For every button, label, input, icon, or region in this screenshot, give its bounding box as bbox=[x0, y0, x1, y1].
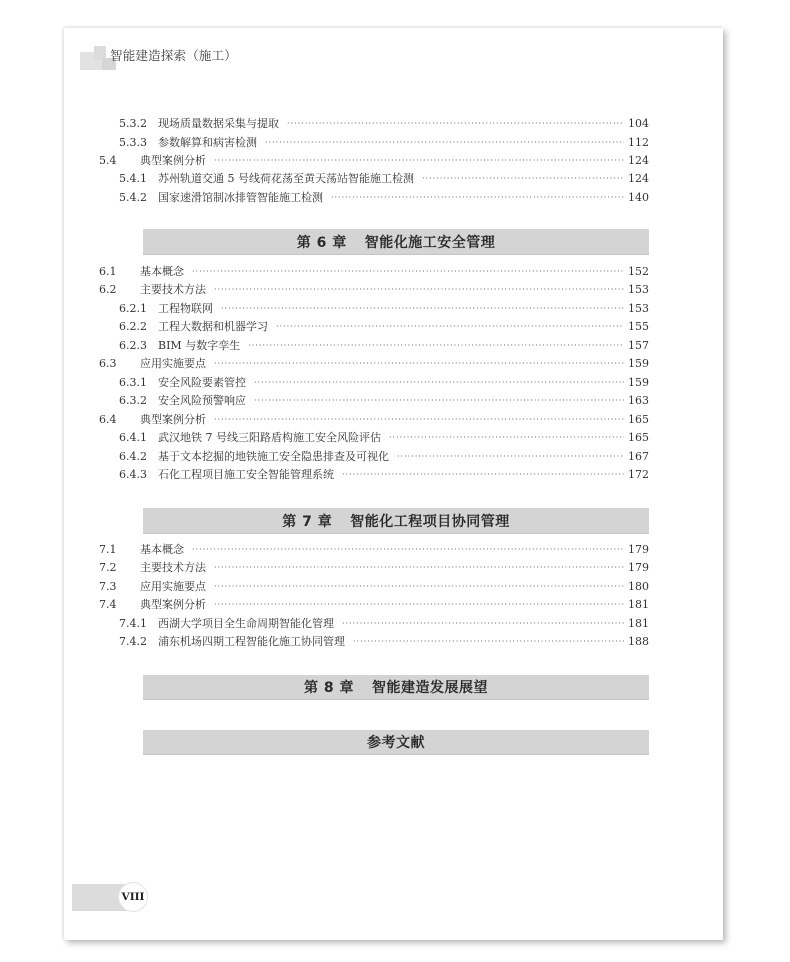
toc-entry[interactable]: 7.4 典型案例分析 ····· 181 bbox=[99, 596, 649, 614]
page-folio: VIII bbox=[118, 882, 148, 912]
page-number: 172 bbox=[628, 468, 649, 481]
leader-dots bbox=[353, 637, 624, 646]
toc-entry[interactable]: 7.1 基本概念 ····· 179 bbox=[99, 541, 649, 559]
toc-entry[interactable]: 7.4.1 西湖大学项目全生命周期智能化管理 ····· 181 bbox=[119, 615, 649, 633]
page-number: 181 bbox=[628, 617, 649, 630]
page-number: 159 bbox=[628, 376, 649, 389]
page-number: 188 bbox=[628, 635, 649, 648]
toc-entry[interactable]: 5.3.3 参数解算和病害检测 ····· 112 bbox=[119, 134, 649, 152]
toc-entry[interactable]: 6.4.3 石化工程项目施工安全智能管理系统 ····· 172 bbox=[119, 466, 649, 484]
leader-dots bbox=[342, 470, 624, 479]
references-heading[interactable]: 参考文献 bbox=[143, 730, 649, 755]
toc-entry[interactable]: 6.2.3 BIM 与数字孪生 ····· 157 bbox=[119, 337, 649, 355]
leader-dots bbox=[397, 452, 624, 461]
leader-dots bbox=[192, 545, 624, 554]
toc-entry[interactable]: 6.2.2 工程大数据和机器学习 ····· 155 bbox=[119, 318, 649, 336]
page-number: 155 bbox=[628, 320, 649, 333]
toc-entry[interactable]: 6.2 主要技术方法 ····· 153 bbox=[99, 281, 649, 299]
running-head bbox=[80, 38, 280, 66]
toc-entry[interactable]: 6.2.1 工程物联网 ····· 153 bbox=[119, 300, 649, 318]
chapter-heading[interactable]: 第 6 章 智能化施工安全管理 bbox=[143, 229, 649, 255]
page-number: 181 bbox=[628, 598, 649, 611]
leader-dots bbox=[214, 563, 624, 572]
toc-entry[interactable]: 6.4.1 武汉地铁 7 号线三阳路盾构施工安全风险评估 ····· 165 bbox=[119, 429, 649, 447]
toc-entry[interactable]: 5.3.2 现场质量数据采集与提取 ····· 104 bbox=[119, 115, 649, 133]
page-number: 140 bbox=[628, 191, 649, 204]
toc-entry[interactable]: 7.2 主要技术方法 ····· 179 bbox=[99, 559, 649, 577]
leader-dots bbox=[214, 359, 624, 368]
toc-entry[interactable]: 6.3 应用实施要点 ····· 159 bbox=[99, 355, 649, 373]
chapter-heading[interactable]: 第 7 章 智能化工程项目协同管理 bbox=[143, 508, 649, 534]
book-title: 智能建造探索（施工） bbox=[110, 48, 238, 63]
leader-dots bbox=[214, 415, 624, 424]
page-number: 152 bbox=[628, 265, 649, 278]
toc-entry[interactable]: 5.4.1 苏州轨道交通 5 号线荷花荡至黄天荡站智能施工检测 ····· 124 bbox=[119, 170, 649, 188]
toc-entry[interactable]: 6.1 基本概念 ····· 152 bbox=[99, 263, 649, 281]
leader-dots bbox=[214, 582, 624, 591]
page-number: 165 bbox=[628, 431, 649, 444]
page-number: 180 bbox=[628, 580, 649, 593]
page-number: 157 bbox=[628, 339, 649, 352]
leader-dots bbox=[248, 341, 624, 350]
leader-dots bbox=[221, 304, 624, 313]
chapter-heading[interactable]: 第 8 章 智能建造发展展望 bbox=[143, 675, 649, 700]
leader-dots bbox=[422, 174, 624, 183]
toc-entry[interactable]: 6.3.2 安全风险预警响应 ····· 163 bbox=[119, 392, 649, 410]
toc-entry[interactable]: 6.4.2 基于文本挖掘的地铁施工安全隐患排查及可视化 ····· 167 bbox=[119, 448, 649, 466]
toc-entry[interactable]: 7.4.2 浦东机场四期工程智能化施工协同管理 ····· 188 bbox=[119, 633, 649, 651]
toc-entry[interactable]: 7.3 应用实施要点 ····· 180 bbox=[99, 578, 649, 596]
leader-dots bbox=[331, 193, 624, 202]
page-number: 124 bbox=[628, 154, 649, 167]
page-number: 153 bbox=[628, 283, 649, 296]
page-number: 165 bbox=[628, 413, 649, 426]
leader-dots bbox=[214, 285, 624, 294]
toc-entry[interactable]: 5.4 典型案例分析 ····· 124 bbox=[99, 152, 649, 170]
toc-entry[interactable]: 6.4 典型案例分析 ····· 165 bbox=[99, 411, 649, 429]
page-number: 163 bbox=[628, 394, 649, 407]
leader-dots bbox=[389, 433, 624, 442]
page-number: 167 bbox=[628, 450, 649, 463]
toc-entry[interactable]: 5.4.2 国家速滑馆制冰排管智能施工检测 ····· 140 bbox=[119, 189, 649, 207]
leader-dots bbox=[254, 378, 624, 387]
page-number: 179 bbox=[628, 543, 649, 556]
leader-dots bbox=[214, 156, 624, 165]
page-number: 124 bbox=[628, 172, 649, 185]
toc-entry[interactable]: 6.3.1 安全风险要素管控 ····· 159 bbox=[119, 374, 649, 392]
page-number: 153 bbox=[628, 302, 649, 315]
leader-dots bbox=[254, 396, 624, 405]
leader-dots bbox=[342, 619, 624, 628]
leader-dots bbox=[287, 119, 624, 128]
leader-dots bbox=[265, 138, 624, 147]
page-number: 112 bbox=[628, 136, 649, 149]
page-number: 159 bbox=[628, 357, 649, 370]
page-number: 104 bbox=[628, 117, 649, 130]
leader-dots bbox=[276, 322, 624, 331]
page-number: 179 bbox=[628, 561, 649, 574]
leader-dots bbox=[214, 600, 624, 609]
leader-dots bbox=[192, 267, 624, 276]
